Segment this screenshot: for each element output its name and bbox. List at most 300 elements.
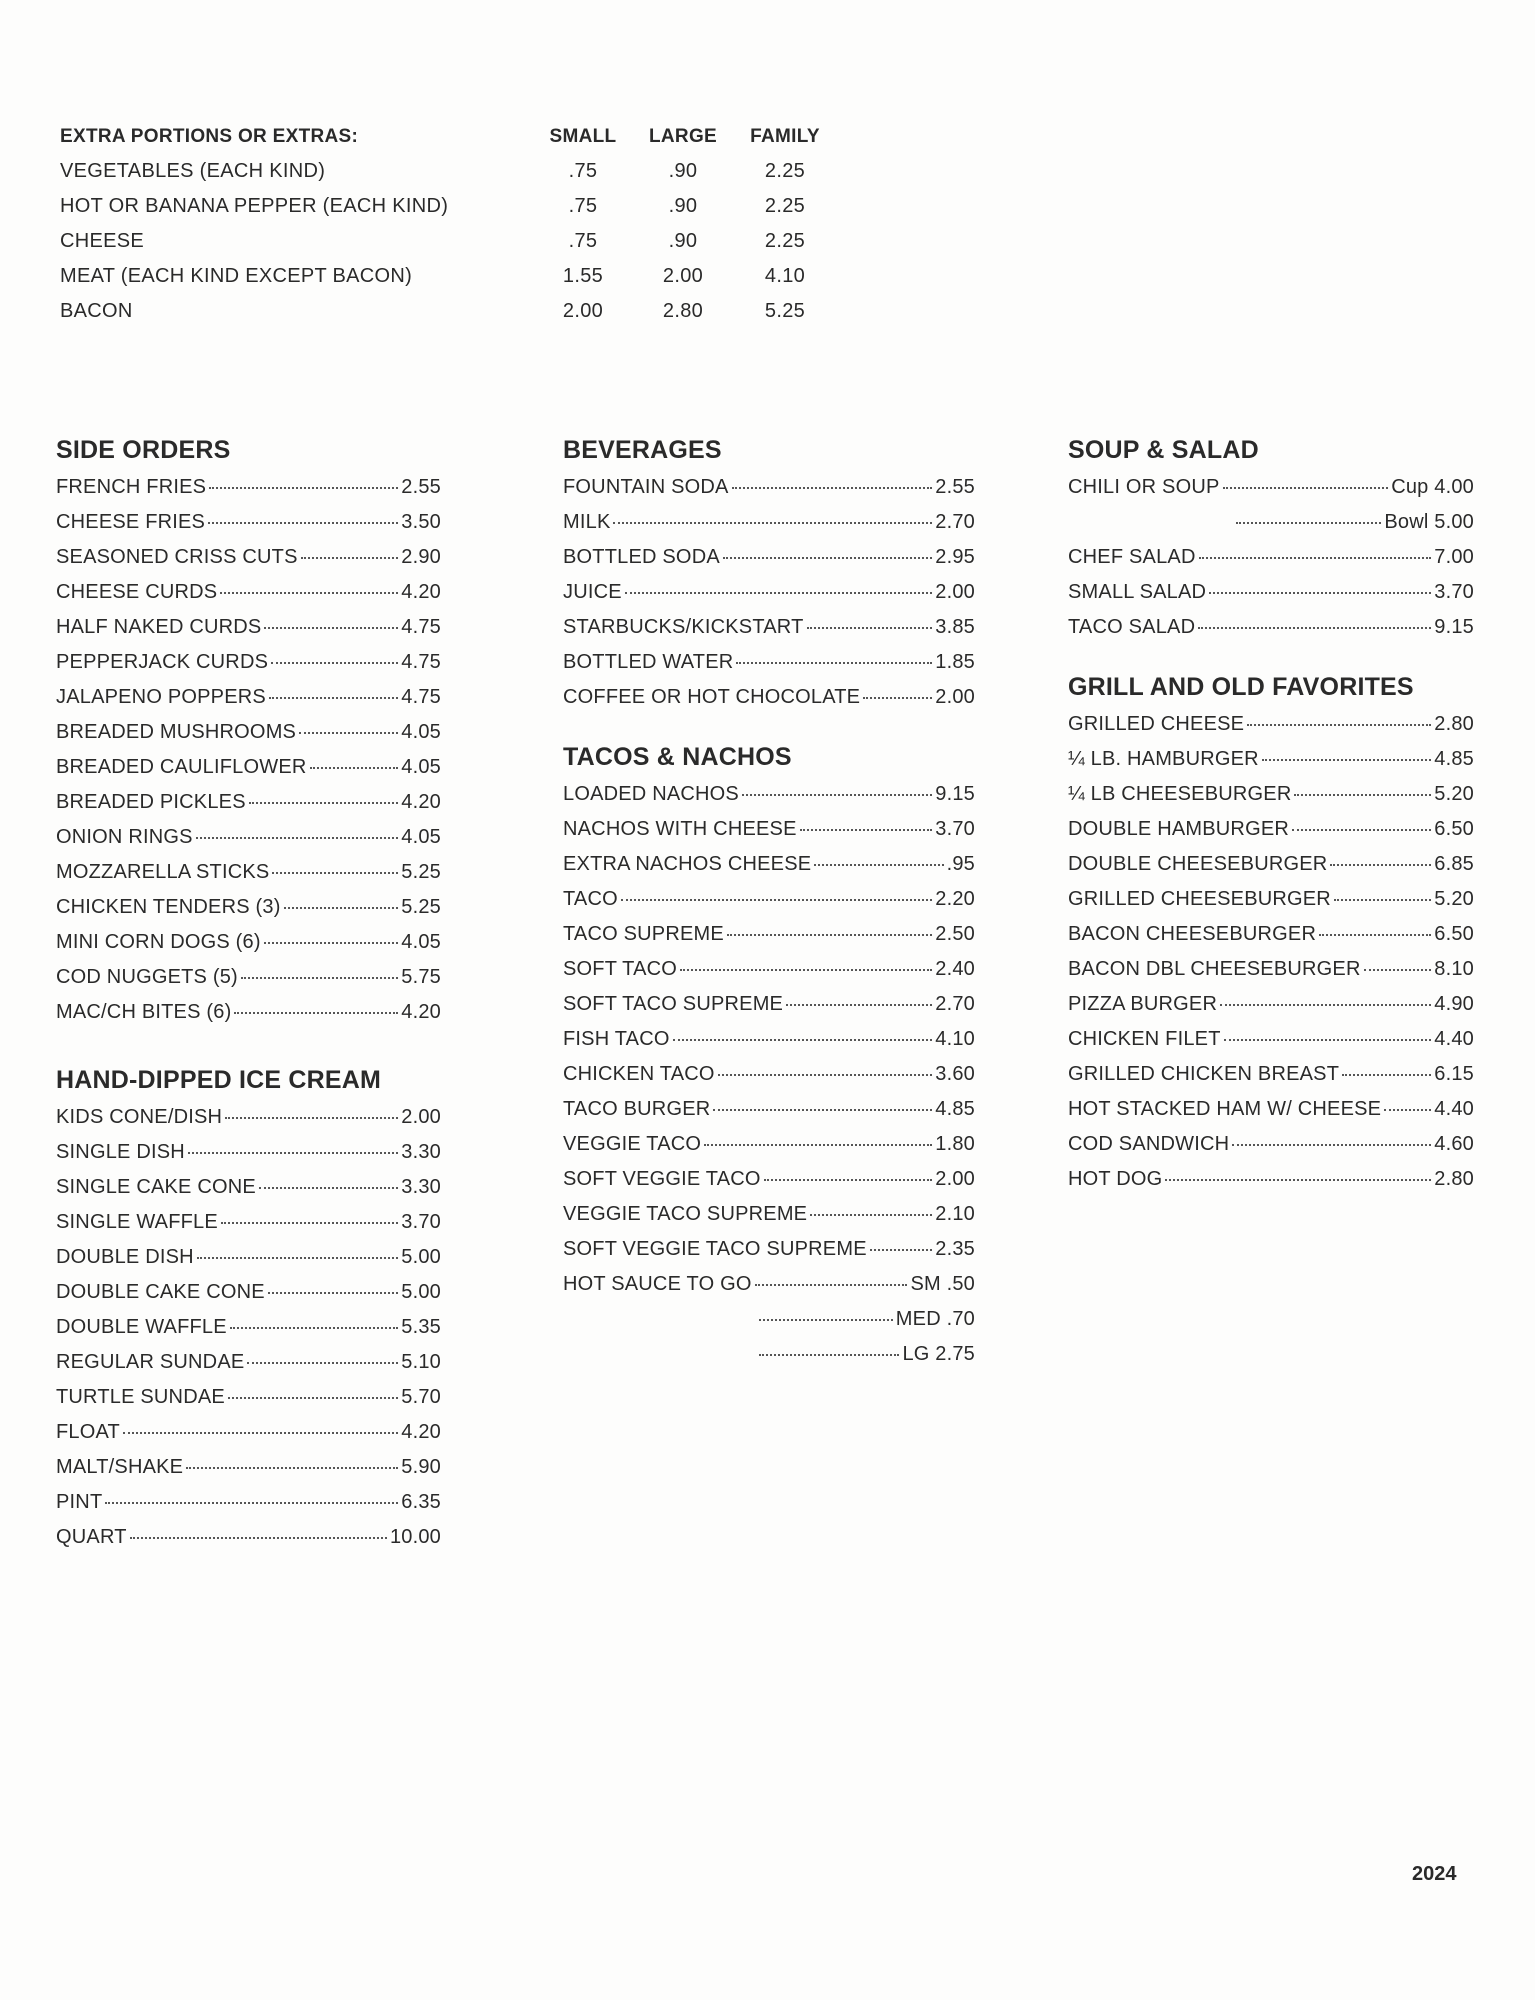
dot-leader (230, 1327, 398, 1329)
menu-item (56, 1520, 441, 1555)
menu-item-name: TACO SALAD (1068, 616, 1196, 638)
dot-leader (621, 899, 932, 901)
extras-price-small: 2.00 (562, 300, 604, 322)
menu-item (56, 645, 441, 680)
menu-item (563, 575, 975, 610)
menu-item-name: VEGGIE TACO (563, 1133, 702, 1155)
menu-item (1068, 917, 1474, 952)
menu-item-price: 4.05 (401, 826, 441, 848)
extras-price-family: 4.10 (764, 265, 806, 287)
menu-item-name: KIDS CONE/DISH (56, 1106, 223, 1128)
dot-leader (269, 697, 398, 699)
menu-item-name: TURTLE SUNDAE (56, 1386, 225, 1408)
menu-item-price: 5.90 (401, 1456, 441, 1478)
menu-item (56, 925, 441, 960)
menu-item-name: TACO BURGER (563, 1098, 711, 1120)
menu-item-price: 9.15 (935, 783, 975, 805)
menu-item-price: 4.75 (401, 686, 441, 708)
extras-col-small: SMALL (549, 126, 617, 147)
menu-item (563, 1302, 975, 1337)
dot-leader (130, 1537, 387, 1539)
dot-leader (196, 837, 399, 839)
menu-item-name: MILK (563, 511, 611, 533)
dot-leader (1224, 1039, 1432, 1041)
menu-item-name: BREADED PICKLES (56, 791, 246, 813)
menu-item-price: 5.70 (401, 1386, 441, 1408)
menu-item-name: CHILI OR SOUP (1068, 476, 1220, 498)
menu-item-name: FISH TACO (563, 1028, 670, 1050)
dot-leader (613, 522, 932, 524)
menu-item (56, 1380, 441, 1415)
dot-leader (786, 1004, 932, 1006)
menu-item-price: 4.60 (1434, 1133, 1474, 1155)
menu-item-name: FLOAT (56, 1421, 120, 1443)
dot-leader (704, 1144, 932, 1146)
extras-col-family: FAMILY (750, 126, 820, 147)
extras-price-family: 2.25 (764, 160, 806, 182)
menu-item-name: BACON DBL CHEESEBURGER (1068, 958, 1361, 980)
menu-item-price: 1.80 (935, 1133, 975, 1155)
menu-item-name: COFFEE OR HOT CHOCOLATE (563, 686, 861, 708)
menu-item-price: 4.05 (401, 721, 441, 743)
extras-price-small: .75 (568, 195, 598, 217)
menu-item (56, 1450, 441, 1485)
menu-item-name: BREADED CAULIFLOWER (56, 756, 307, 778)
menu-item-name: BOTTLED SODA (563, 546, 720, 568)
menu-item (563, 1197, 975, 1232)
menu-item-price: 5.20 (1434, 888, 1474, 910)
spacer (56, 1030, 441, 1060)
dot-leader (188, 1152, 398, 1154)
dot-leader (208, 522, 398, 524)
extras-row-label: CHEESE (60, 230, 145, 252)
menu-item (56, 540, 441, 575)
menu-item-name: VEGGIE TACO SUPREME (563, 1203, 808, 1225)
menu-item-price: 4.05 (401, 931, 441, 953)
menu-item-price: 3.70 (935, 818, 975, 840)
menu-item (563, 645, 975, 680)
dot-leader (264, 942, 399, 944)
menu-item (1068, 952, 1474, 987)
menu-item-name: JUICE (563, 581, 622, 603)
menu-item-price: 4.20 (401, 581, 441, 603)
menu-item-price: 2.55 (401, 476, 441, 498)
hot-sauce-extra-sizes (563, 1302, 975, 1372)
dot-leader (197, 1257, 398, 1259)
dot-leader (759, 1319, 893, 1321)
section-title-side-orders: SIDE ORDERS (56, 436, 231, 464)
section-title-grill: GRILL AND OLD FAVORITES (1068, 673, 1414, 701)
menu-item-name: SINGLE WAFFLE (56, 1211, 218, 1233)
menu-item-price: 6.15 (1434, 1063, 1474, 1085)
menu-item (563, 470, 975, 505)
menu-item-price: 5.25 (401, 861, 441, 883)
menu-item-price: 6.35 (401, 1491, 441, 1513)
menu-item-name: SINGLE DISH (56, 1141, 185, 1163)
menu-item (563, 1337, 975, 1372)
extras-col-large: LARGE (649, 126, 717, 147)
menu-item (56, 575, 441, 610)
menu-item-price: 3.85 (935, 616, 975, 638)
dot-leader (870, 1249, 933, 1251)
side-orders-list (56, 470, 441, 1030)
menu-item-name: COD NUGGETS (5) (56, 966, 238, 988)
menu-item (563, 1127, 975, 1162)
menu-item-name: REGULAR SUNDAE (56, 1351, 245, 1373)
menu-item-name: CHEESE FRIES (56, 511, 206, 533)
menu-item (1068, 470, 1474, 505)
menu-item-price: 4.20 (401, 791, 441, 813)
dot-leader (209, 487, 398, 489)
menu-item-price: 4.85 (935, 1098, 975, 1120)
menu-item-price: 2.95 (935, 546, 975, 568)
menu-item (56, 960, 441, 995)
menu-item-price: 2.00 (935, 581, 975, 603)
dot-leader (1232, 1144, 1431, 1146)
menu-item-price: 4.20 (401, 1421, 441, 1443)
menu-item (1068, 777, 1474, 812)
menu-item (563, 812, 975, 847)
menu-item-name: SOFT TACO (563, 958, 678, 980)
dot-leader (268, 1292, 398, 1294)
menu-item-price: 2.00 (935, 686, 975, 708)
column-right (1068, 430, 1474, 1197)
menu-item-name: CHEESE CURDS (56, 581, 218, 603)
tacos-list (563, 777, 975, 1302)
menu-item-price: 5.25 (401, 896, 441, 918)
extras-title: EXTRA PORTIONS OR EXTRAS: (60, 126, 359, 147)
extras-price-large: 2.80 (662, 300, 704, 322)
menu-item (563, 1022, 975, 1057)
menu-item (56, 855, 441, 890)
beverages-list (563, 470, 975, 715)
menu-item-price: 4.40 (1434, 1098, 1474, 1120)
menu-item-name: MINI CORN DOGS (6) (56, 931, 261, 953)
menu-item-name: DOUBLE DISH (56, 1246, 194, 1268)
menu-item-name: DOUBLE CAKE CONE (56, 1281, 265, 1303)
menu-item (56, 785, 441, 820)
menu-item-name: PIZZA BURGER (1068, 993, 1218, 1015)
extras-price-small: .75 (568, 160, 598, 182)
dot-leader (1247, 724, 1431, 726)
dot-leader (1165, 1179, 1431, 1181)
menu-item-price: 3.70 (401, 1211, 441, 1233)
extras-price-large: 2.00 (662, 265, 704, 287)
menu-item-price: 2.20 (935, 888, 975, 910)
menu-item-price: 3.50 (401, 511, 441, 533)
menu-item (1068, 1092, 1474, 1127)
menu-item-name: ONION RINGS (56, 826, 193, 848)
menu-item-price: 2.80 (1434, 1168, 1474, 1190)
menu-item-name: CHEF SALAD (1068, 546, 1196, 568)
dot-leader (123, 1432, 398, 1434)
menu-item-price: 6.50 (1434, 923, 1474, 945)
menu-item-name: TACO SUPREME (563, 923, 724, 945)
menu-item (1068, 742, 1474, 777)
menu-item-price: 9.15 (1434, 616, 1474, 638)
menu-item-price: 5.35 (401, 1316, 441, 1338)
dot-leader (1342, 1074, 1431, 1076)
menu-item (563, 505, 975, 540)
menu-item (56, 890, 441, 925)
dot-leader (1292, 829, 1431, 831)
menu-item (563, 610, 975, 645)
dot-leader (249, 802, 399, 804)
menu-item (1068, 882, 1474, 917)
menu-item-price: 5.00 (401, 1246, 441, 1268)
dot-leader (1334, 899, 1431, 901)
menu-item-price: 2.10 (935, 1203, 975, 1225)
menu-item-name: DOUBLE HAMBURGER (1068, 818, 1290, 840)
menu-item (563, 1057, 975, 1092)
menu-item-name: SOFT VEGGIE TACO (563, 1168, 761, 1190)
dot-leader (680, 969, 932, 971)
dot-leader (1236, 522, 1381, 524)
menu-item-name: SOFT VEGGIE TACO SUPREME (563, 1238, 867, 1260)
menu-item-name: FOUNTAIN SODA (563, 476, 729, 498)
menu-item-price: 2.00 (935, 1168, 975, 1190)
menu-item-name: CHICKEN FILET (1068, 1028, 1221, 1050)
menu-item-name: GRILLED CHEESEBURGER (1068, 888, 1331, 910)
menu-item (56, 505, 441, 540)
menu-item (1068, 575, 1474, 610)
dot-leader (105, 1502, 398, 1504)
menu-item-price: 4.10 (935, 1028, 975, 1050)
extras-price-small: 1.55 (562, 265, 604, 287)
dot-leader (814, 864, 943, 866)
menu-item-name: BOTTLED WATER (563, 651, 734, 673)
menu-item-name: FRENCH FRIES (56, 476, 207, 498)
menu-item-name: COD SANDWICH (1068, 1133, 1230, 1155)
menu-item-price: .95 (946, 853, 975, 875)
dot-leader (1220, 1004, 1431, 1006)
menu-item (56, 715, 441, 750)
dot-leader (264, 627, 398, 629)
dot-leader (225, 1117, 398, 1119)
menu-item-name: DOUBLE WAFFLE (56, 1316, 227, 1338)
extras-price-family: 5.25 (764, 300, 806, 322)
dot-leader (718, 1074, 933, 1076)
menu-item-price: 4.75 (401, 616, 441, 638)
menu-item (56, 995, 441, 1030)
menu-item (1068, 540, 1474, 575)
menu-item-name: CHICKEN TENDERS (3) (56, 896, 281, 918)
menu-item-name: JALAPENO POPPERS (56, 686, 266, 708)
menu-item-name: EXTRA NACHOS CHEESE (563, 853, 812, 875)
menu-item (563, 540, 975, 575)
menu-item-price: 5.10 (401, 1351, 441, 1373)
dot-leader (271, 662, 398, 664)
dot-leader (1384, 1109, 1431, 1111)
menu-item-name: PEPPERJACK CURDS (56, 651, 269, 673)
menu-item-price: 4.90 (1434, 993, 1474, 1015)
dot-leader (1294, 794, 1431, 796)
menu-item-name: DOUBLE CHEESEBURGER (1068, 853, 1328, 875)
extras-price-family: 2.25 (764, 230, 806, 252)
menu-item-price: 2.50 (935, 923, 975, 945)
menu-item-name: MOZZARELLA STICKS (56, 861, 270, 883)
menu-item-price: 3.60 (935, 1063, 975, 1085)
menu-item-price: 6.85 (1434, 853, 1474, 875)
grill-list (1068, 707, 1474, 1197)
dot-leader (234, 1012, 398, 1014)
dot-leader (1330, 864, 1431, 866)
dot-leader (736, 662, 932, 664)
menu-item-name: QUART (56, 1526, 127, 1548)
menu-item-name: SOFT TACO SUPREME (563, 993, 784, 1015)
menu-item (56, 1100, 441, 1135)
menu-item-price: 10.00 (389, 1526, 441, 1548)
extras-price-small: .75 (568, 230, 598, 252)
menu-item-name: PINT (56, 1491, 103, 1513)
menu-item-name: LOADED NACHOS (563, 783, 739, 805)
dot-leader (713, 1109, 932, 1111)
menu-item-price: 1.85 (935, 651, 975, 673)
menu-item (563, 1162, 975, 1197)
menu-item-name: SMALL SALAD (1068, 581, 1207, 603)
dot-leader (727, 934, 932, 936)
dot-leader (810, 1214, 932, 1216)
menu-item-name: CHICKEN TACO (563, 1063, 715, 1085)
spacer (1068, 645, 1474, 667)
menu-item-name: NACHOS WITH CHEESE (563, 818, 797, 840)
menu-item-name: ¼ LB. HAMBURGER (1068, 748, 1259, 770)
dot-leader (742, 794, 932, 796)
menu-item-price: 3.30 (401, 1176, 441, 1198)
menu-item-name: ¼ LB CHEESEBURGER (1068, 783, 1292, 805)
menu-item (1068, 1022, 1474, 1057)
menu-item-name: HOT STACKED HAM W/ CHEESE (1068, 1098, 1382, 1120)
menu-item-price: 2.70 (935, 993, 975, 1015)
dot-leader (1199, 557, 1432, 559)
extras-row-label: VEGETABLES (EACH KIND) (60, 160, 326, 182)
menu-item (1068, 505, 1474, 540)
menu-item (56, 610, 441, 645)
dot-leader (800, 829, 933, 831)
menu-item (1068, 707, 1474, 742)
menu-item (1068, 847, 1474, 882)
column-middle (563, 430, 975, 1372)
dot-leader (732, 487, 933, 489)
menu-item-name: SEASONED CRISS CUTS (56, 546, 298, 568)
menu-item-name: GRILLED CHICKEN BREAST (1068, 1063, 1340, 1085)
dot-leader (1223, 487, 1389, 489)
menu-item (56, 1275, 441, 1310)
dot-leader (228, 1397, 398, 1399)
menu-item-name: STARBUCKS/KICKSTART (563, 616, 804, 638)
extras-price-family: 2.25 (764, 195, 806, 217)
dot-leader (673, 1039, 933, 1041)
menu-item-price: 4.75 (401, 651, 441, 673)
menu-item-price: 2.40 (935, 958, 975, 980)
ice-cream-list (56, 1100, 441, 1555)
menu-item-name: TACO (563, 888, 618, 910)
menu-item-name: GRILLED CHEESE (1068, 713, 1245, 735)
menu-item (56, 1345, 441, 1380)
menu-item-price: 2.70 (935, 511, 975, 533)
menu-item-price: 2.55 (935, 476, 975, 498)
dot-leader (625, 592, 932, 594)
column-left (56, 430, 441, 1555)
extras-row-label: BACON (60, 300, 133, 322)
menu-item (563, 847, 975, 882)
menu-item-price: Cup 4.00 (1391, 476, 1474, 498)
dot-leader (272, 872, 398, 874)
menu-item-price: 4.05 (401, 756, 441, 778)
menu-item (563, 1232, 975, 1267)
menu-item-price: 2.35 (935, 1238, 975, 1260)
dot-leader (1364, 969, 1432, 971)
dot-leader (186, 1467, 398, 1469)
dot-leader (247, 1362, 398, 1364)
menu-item-name: SINGLE CAKE CONE (56, 1176, 256, 1198)
menu-item-price: Bowl 5.00 (1384, 511, 1474, 533)
menu-item (1068, 610, 1474, 645)
dot-leader (259, 1187, 398, 1189)
menu-item-price: 3.70 (1434, 581, 1474, 603)
menu-item-price: 2.80 (1434, 713, 1474, 735)
menu-item (563, 917, 975, 952)
soup-salad-list (1068, 470, 1474, 645)
dot-leader (764, 1179, 933, 1181)
menu-item-price: 7.00 (1434, 546, 1474, 568)
extras-price-large: .90 (668, 230, 698, 252)
menu-item-price: 4.20 (401, 1001, 441, 1023)
menu-item-price: 5.75 (401, 966, 441, 988)
menu-item-name: MALT/SHAKE (56, 1456, 184, 1478)
dot-leader (241, 977, 398, 979)
dot-leader (1319, 934, 1431, 936)
menu-item-price: LG 2.75 (902, 1343, 975, 1365)
menu-item-name: HOT SAUCE TO GO (563, 1273, 752, 1295)
menu-item (563, 952, 975, 987)
menu-item (56, 1135, 441, 1170)
dot-leader (284, 907, 399, 909)
extras-price-large: .90 (668, 195, 698, 217)
extras-row-label: MEAT (EACH KIND EXCEPT BACON) (60, 265, 413, 287)
dot-leader (299, 732, 398, 734)
menu-item (563, 1267, 975, 1302)
menu-item (56, 1205, 441, 1240)
section-title-soup-salad: SOUP & SALAD (1068, 436, 1259, 464)
menu-item-price: 2.00 (401, 1106, 441, 1128)
menu-item (56, 1240, 441, 1275)
menu-item (56, 1415, 441, 1450)
menu-item (1068, 1127, 1474, 1162)
menu-item (56, 1310, 441, 1345)
dot-leader (310, 767, 399, 769)
dot-leader (1209, 592, 1431, 594)
menu-item-price: 5.00 (401, 1281, 441, 1303)
menu-item (563, 882, 975, 917)
menu-item (56, 750, 441, 785)
menu-item-price: 3.30 (401, 1141, 441, 1163)
dot-leader (863, 697, 932, 699)
dot-leader (807, 627, 933, 629)
section-title-tacos-nachos: TACOS & NACHOS (563, 743, 792, 771)
dot-leader (755, 1284, 908, 1286)
extras-price-large: .90 (668, 160, 698, 182)
section-title-beverages: BEVERAGES (563, 436, 722, 464)
menu-item (563, 777, 975, 812)
dot-leader (220, 592, 398, 594)
menu-item-price: 2.90 (401, 546, 441, 568)
menu-year: 2024 (1412, 1863, 1457, 1885)
menu-item-name: MAC/CH BITES (6) (56, 1001, 232, 1023)
menu-item-name: HALF NAKED CURDS (56, 616, 262, 638)
dot-leader (1198, 627, 1431, 629)
extras-row-label: HOT OR BANANA PEPPER (EACH KIND) (60, 195, 449, 217)
